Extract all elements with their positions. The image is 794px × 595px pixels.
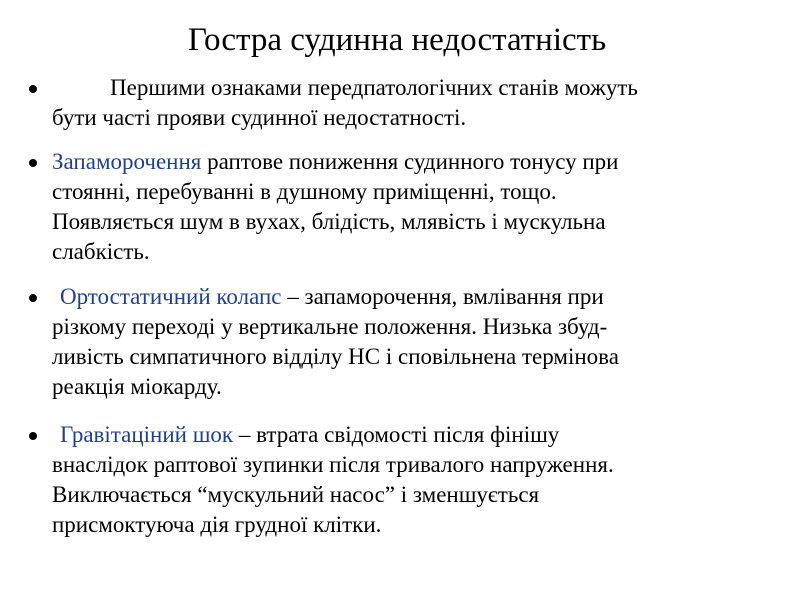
bullet-line: слабкість. bbox=[52, 239, 150, 264]
bullet-line: присмоктуюча дія грудної клітки. bbox=[52, 512, 382, 537]
bullet-dot-icon bbox=[29, 432, 37, 440]
bullet-dot-icon bbox=[29, 294, 37, 302]
term-label: Запаморочення bbox=[52, 149, 202, 174]
term-label: Ортостатичний колапс bbox=[60, 284, 282, 309]
bullet-line: Першими ознаками передпатологічних станів можуть bbox=[110, 75, 638, 100]
bullet-line: Виключається “мускульний насос” і зменшується bbox=[52, 482, 540, 507]
bullet-item bbox=[52, 73, 772, 133]
bullet-dot-icon bbox=[29, 159, 37, 167]
bullet-line: ливість симпатичного відділу НС і сповільнена термінова bbox=[52, 344, 619, 369]
term-definition: – запаморочення, вмлівання при bbox=[281, 284, 604, 309]
bullet-line bbox=[52, 147, 772, 177]
bullet-line bbox=[52, 282, 772, 312]
bullet-item bbox=[52, 420, 772, 540]
bullet-line: стоянні, перебуванні в душному приміщенні, тощо. bbox=[52, 179, 557, 204]
bullet-dot-icon bbox=[29, 85, 37, 93]
bullet-line: бути часті прояви судинної недостатності. bbox=[52, 105, 467, 130]
bullet-item bbox=[52, 147, 772, 267]
term-definition: раптове пониження судинного тонусу при bbox=[201, 149, 619, 174]
bullet-line: внаслідок раптової зупинки після тривалого напруження. bbox=[52, 452, 614, 477]
bullet-line: різкому переході у вертикальне положення. Низька збуд- bbox=[52, 314, 608, 339]
slide-title: Гостра судинна недостатність bbox=[187, 22, 607, 58]
bullet-line bbox=[52, 420, 772, 450]
bullet-line: реакція міокарду. bbox=[52, 374, 222, 399]
term-label: Гравітаціний шок bbox=[60, 422, 234, 447]
bullet-line: Появляється шум в вухах, блідість, млявість і мускульна bbox=[52, 209, 606, 234]
term-definition: – втрата свідомості після фінішу bbox=[233, 422, 560, 447]
bullet-item bbox=[52, 282, 772, 402]
